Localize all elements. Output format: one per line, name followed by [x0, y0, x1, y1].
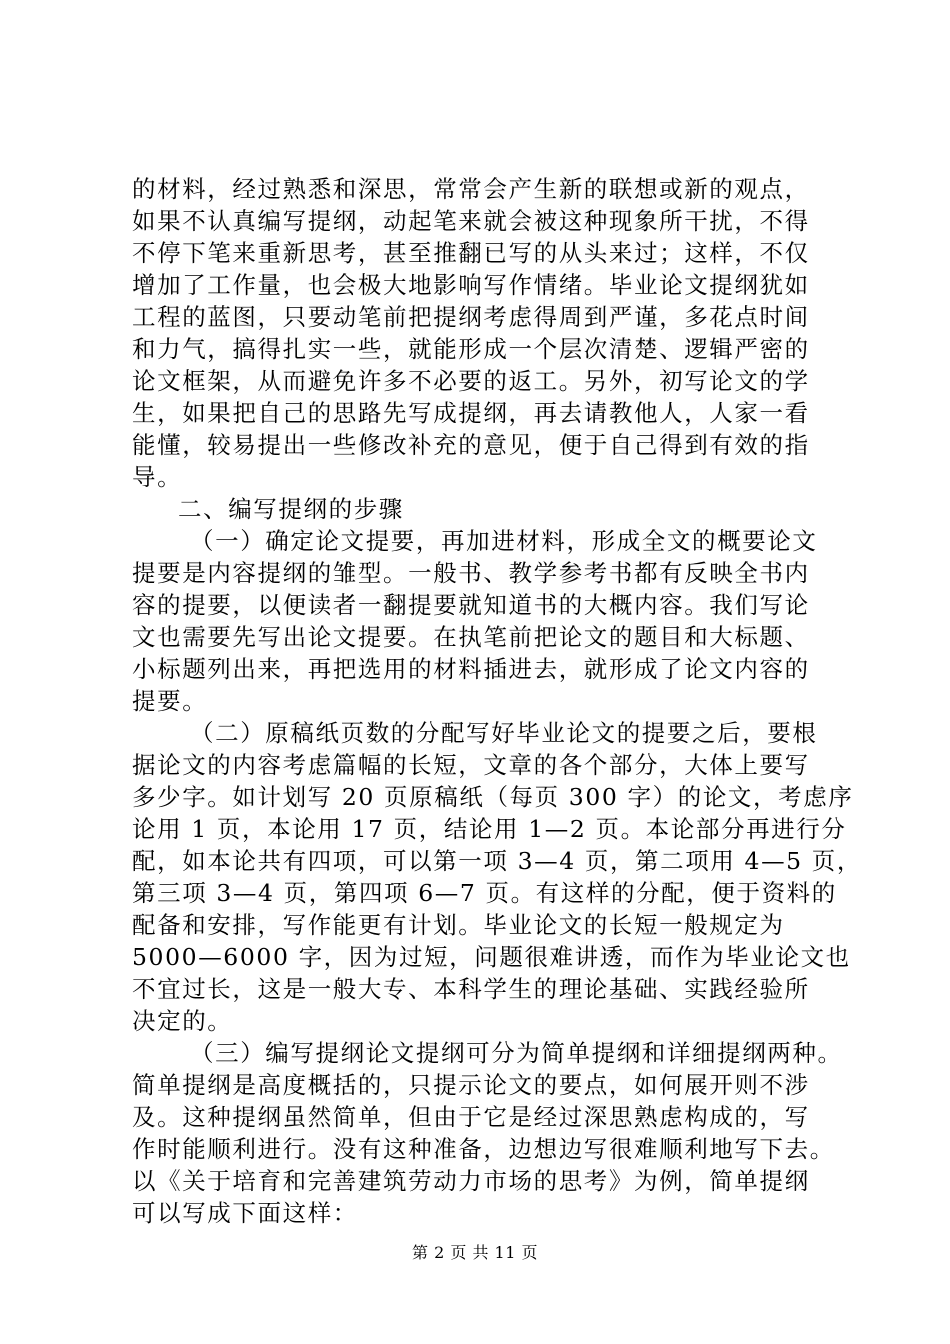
- text-line: 小标题列出来，再把选用的材料插进去，就形成了论文内容的: [132, 655, 810, 683]
- text-line: （一）确定论文提要，再加进材料，形成全文的概要论文: [190, 527, 818, 555]
- text-line: 及。这种提纲虽然简单，但由于它是经过深思熟虑构成的，写: [132, 1103, 810, 1131]
- text-line: 以《关于培育和完善建筑劳动力市场的思考》为例，简单提纲: [132, 1167, 810, 1195]
- text-line: 工程的蓝图，只要动笔前把提纲考虑得周到严谨，多花点时间: [132, 303, 810, 331]
- text-line: 导。: [132, 463, 183, 491]
- text-line: 提要是内容提纲的雏型。一般书、教学参考书都有反映全书内: [132, 559, 810, 587]
- text-line: （二）原稿纸页数的分配写好毕业论文的提要之后，要根: [190, 719, 818, 747]
- text-line: （三）编写提纲论文提纲可分为简单提纲和详细提纲两种。: [190, 1039, 843, 1067]
- text-line: 可以写成下面这样：: [132, 1199, 358, 1227]
- text-line: 增加了工作量，也会极大地影响写作情绪。毕业论文提纲犹如: [132, 271, 810, 299]
- text-line: 论文框架，从而避免许多不必要的返工。另外，初写论文的学: [132, 367, 810, 395]
- paragraph-intro-continuation: [132, 173, 842, 493]
- page-footer: [0, 1243, 950, 1263]
- paragraph-step-three: [132, 1037, 842, 1229]
- paragraph-step-one: [132, 525, 842, 717]
- text-line: 和力气，搞得扎实一些，就能形成一个层次清楚、逻辑严密的: [132, 335, 810, 363]
- section-heading-steps: [132, 493, 842, 525]
- text-line: 多少字。如计划写 20 页原稿纸（每页 300 字）的论文，考虑序: [132, 783, 854, 811]
- text-line: 提要。: [132, 687, 208, 715]
- text-line: 第三项 3—4 页，第四项 6—7 页。有这样的分配，便于资料的: [132, 879, 837, 907]
- paragraph-step-two: [132, 717, 862, 1037]
- text-line: 文也需要先写出论文提要。在执笔前把论文的题目和大标题、: [132, 623, 810, 651]
- document-body: [132, 173, 862, 1229]
- text-line: 不宜过长，这是一般大专、本科学生的理论基础、实践经验所: [132, 975, 810, 1003]
- text-line: 容的提要，以便读者一翻提要就知道书的大概内容。我们写论: [132, 591, 810, 619]
- text-line: 配，如本论共有四项，可以第一项 3—4 页，第二项用 4—5 页，: [132, 847, 862, 875]
- text-line: 如果不认真编写提纲，动起笔来就会被这种现象所干扰，不得: [132, 207, 810, 235]
- text-line: 不停下笔来重新思考，甚至推翻已写的从头来过；这样，不仅: [132, 239, 810, 267]
- page-number-label: 第 2 页 共 11 页: [412, 1243, 538, 1262]
- text-line: 据论文的内容考虑篇幅的长短，文章的各个部分，大体上要写: [132, 751, 810, 779]
- text-line: 决定的。: [132, 1007, 233, 1035]
- text-line: 论用 1 页，本论用 17 页，结论用 1—2 页。本论部分再进行分: [132, 815, 847, 843]
- text-line: 5000—6000 字，因为过短，问题很难讲透，而作为毕业论文也: [132, 943, 851, 971]
- text-line: 能懂，较易提出一些修改补充的意见，便于自己得到有效的指: [132, 431, 810, 459]
- text-line: 配备和安排，写作能更有计划。毕业论文的长短一般规定为: [132, 911, 785, 939]
- text-line: 简单提纲是高度概括的，只提示论文的要点，如何展开则不涉: [132, 1071, 810, 1099]
- text-line: 的材料，经过熟悉和深思，常常会产生新的联想或新的观点，: [132, 175, 810, 203]
- text-line: 生，如果把自己的思路先写成提纲，再去请教他人，人家一看: [132, 399, 810, 427]
- text-line: 作时能顺利进行。没有这种准备，边想边写很难顺利地写下去。: [132, 1135, 835, 1163]
- section-heading: 二、编写提纲的步骤: [178, 495, 404, 523]
